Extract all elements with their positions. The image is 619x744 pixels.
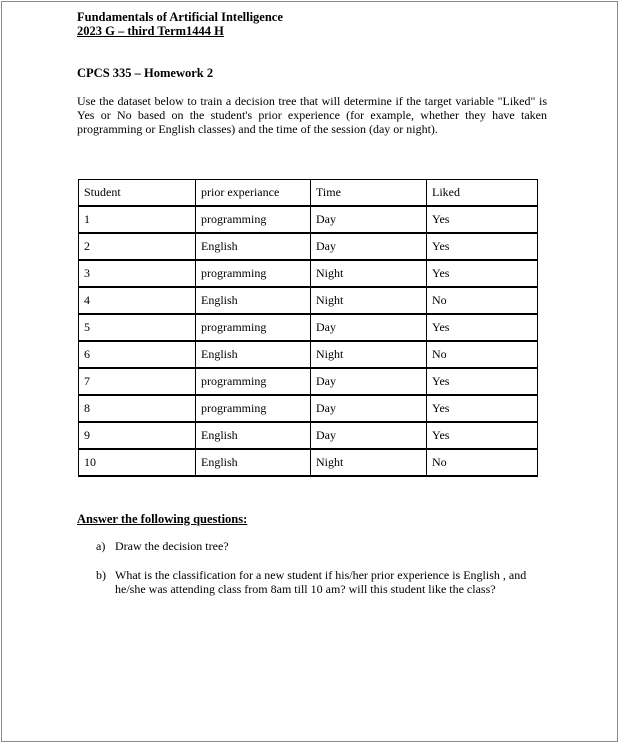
cell-student: 9 xyxy=(79,422,196,449)
dataset-table xyxy=(78,179,538,477)
question-b-text: What is the classification for a new student if his/her prior experience is English , and he/she was attending class from 8am till 10 am? will this student like the class? xyxy=(115,568,527,596)
table-row xyxy=(79,341,538,368)
cell-liked: No xyxy=(427,341,538,368)
cell-liked: Yes xyxy=(427,314,538,341)
header-cell-prior-experience: prior experiance xyxy=(196,180,311,207)
table-header-row xyxy=(79,180,538,207)
header-cell-liked: Liked xyxy=(427,180,538,207)
cell-liked: No xyxy=(427,449,538,476)
cell-time: Day xyxy=(311,206,427,233)
cell-prior-experience: programming xyxy=(196,314,311,341)
table-row xyxy=(79,206,538,233)
cell-prior-experience: English xyxy=(196,287,311,314)
cell-prior-experience: English xyxy=(196,341,311,368)
cell-student: 2 xyxy=(79,233,196,260)
cell-time: Night xyxy=(311,341,427,368)
document-header xyxy=(77,10,283,38)
table-row xyxy=(79,260,538,287)
table-row xyxy=(79,233,538,260)
cell-student: 3 xyxy=(79,260,196,287)
cell-liked: Yes xyxy=(427,422,538,449)
cell-time: Day xyxy=(311,368,427,395)
cell-prior-experience: programming xyxy=(196,206,311,233)
table-row xyxy=(79,422,538,449)
cell-time: Day xyxy=(311,395,427,422)
cell-student: 10 xyxy=(79,449,196,476)
cell-time: Night xyxy=(311,449,427,476)
cell-student: 1 xyxy=(79,206,196,233)
cell-student: 5 xyxy=(79,314,196,341)
cell-prior-experience: programming xyxy=(196,395,311,422)
cell-prior-experience: English xyxy=(196,233,311,260)
cell-time: Night xyxy=(311,287,427,314)
table-row xyxy=(79,368,538,395)
cell-liked: Yes xyxy=(427,206,538,233)
table-row xyxy=(79,287,538,314)
cell-student: 4 xyxy=(79,287,196,314)
intro-paragraph: Use the dataset below to train a decision tree that will determine if the target variable "Liked" is Yes or No based on the student's prior experience (for example, whether they have taken programming or English classes) and the time of the session (day or night). xyxy=(77,94,547,136)
cell-liked: Yes xyxy=(427,233,538,260)
cell-time: Day xyxy=(311,422,427,449)
table-row xyxy=(79,449,538,476)
table-row xyxy=(79,395,538,422)
course-title: Fundamentals of Artificial Intelligence xyxy=(77,10,283,24)
cell-time: Day xyxy=(311,314,427,341)
table-row xyxy=(79,314,538,341)
cell-prior-experience: programming xyxy=(196,260,311,287)
cell-time: Night xyxy=(311,260,427,287)
cell-prior-experience: programming xyxy=(196,368,311,395)
cell-student: 6 xyxy=(79,341,196,368)
questions-heading: Answer the following questions: xyxy=(77,512,248,526)
cell-student: 8 xyxy=(79,395,196,422)
term-line: 2023 G – third Term1444 H xyxy=(77,24,224,38)
cell-prior-experience: English xyxy=(196,422,311,449)
cell-prior-experience: English xyxy=(196,449,311,476)
question-b-label: b) xyxy=(96,568,106,582)
header-cell-time: Time xyxy=(311,180,427,207)
homework-title: CPCS 335 – Homework 2 xyxy=(77,66,214,80)
question-a-label: a) xyxy=(96,539,106,553)
cell-liked: Yes xyxy=(427,368,538,395)
cell-liked: Yes xyxy=(427,395,538,422)
cell-time: Day xyxy=(311,233,427,260)
cell-liked: No xyxy=(427,287,538,314)
header-cell-student: Student xyxy=(79,180,196,207)
cell-liked: Yes xyxy=(427,260,538,287)
cell-student: 7 xyxy=(79,368,196,395)
document-page xyxy=(1,1,618,742)
question-a xyxy=(96,539,229,554)
question-a-text: Draw the decision tree? xyxy=(115,539,229,553)
question-b xyxy=(96,568,556,596)
